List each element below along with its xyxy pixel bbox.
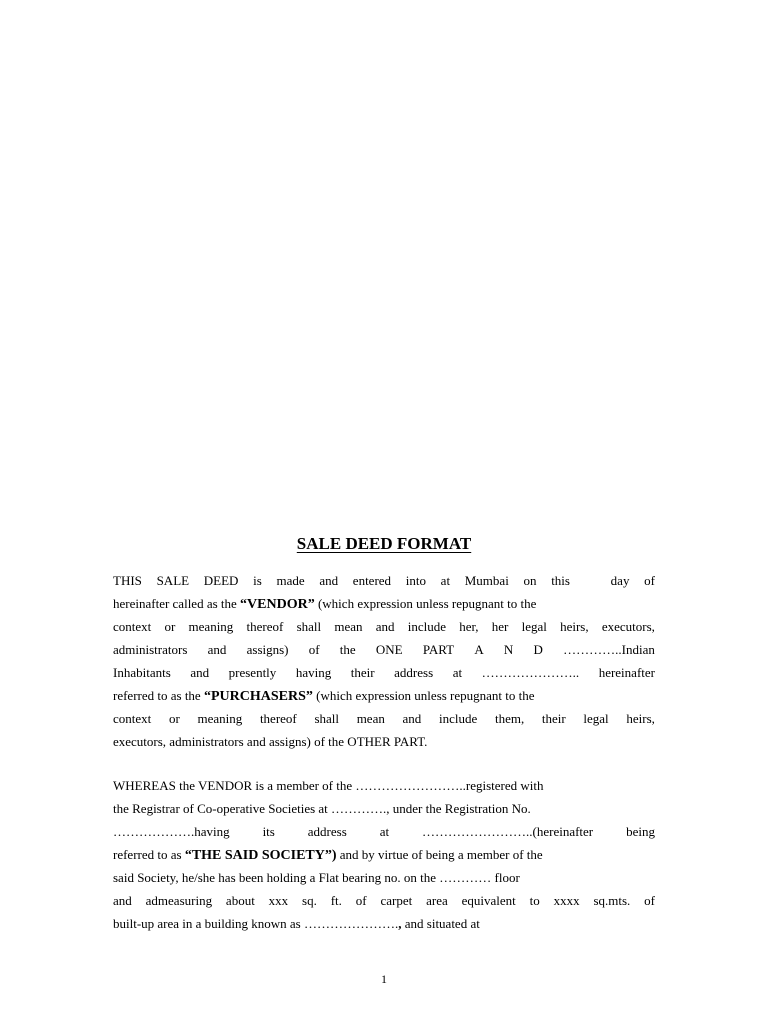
word: and	[207, 642, 227, 657]
text-line: said Society, he/she has been holding a Flat bearing no. on the ………… floor	[113, 870, 520, 885]
word: thereof	[259, 711, 297, 726]
word: or	[164, 619, 176, 634]
word: and	[375, 619, 395, 634]
word: DEED	[203, 573, 239, 588]
word: ft.	[330, 893, 342, 908]
word: presently	[228, 665, 277, 680]
text-line: referred to as “THE SAID SOCIETY”) and by virtue of being a member of the	[113, 847, 543, 863]
word: equivalent	[461, 893, 516, 908]
word: thereof	[246, 619, 284, 634]
word: context	[113, 711, 152, 726]
text-line	[113, 615, 655, 638]
word: A	[474, 642, 484, 657]
word: heirs,	[626, 711, 655, 726]
word: their	[350, 665, 375, 680]
word: made	[276, 573, 305, 588]
word: N	[503, 642, 514, 657]
said-society-term: “THE SAID SOCIETY”)	[184, 848, 337, 863]
text-line	[113, 638, 655, 661]
text-line	[113, 820, 655, 843]
word: …………..Indian	[563, 642, 655, 657]
word: executors,	[601, 619, 655, 634]
text-line: referred to as the “PURCHASERS” (which expression unless repugnant to the	[113, 688, 535, 704]
word: and	[113, 893, 132, 908]
word: the	[339, 642, 356, 657]
word: Mumbai	[464, 573, 509, 588]
word: include	[439, 711, 478, 726]
word: context	[113, 619, 152, 634]
word: address	[394, 665, 434, 680]
text-line: the Registrar of Co-operative Societies at …………., under the Registration No.	[113, 801, 531, 816]
text-line	[113, 661, 655, 684]
word: heirs,	[560, 619, 589, 634]
word: her	[491, 619, 509, 634]
word: this	[551, 573, 570, 588]
word: being	[626, 824, 655, 839]
text-line: executors, administrators and assigns) of the OTHER PART.	[113, 734, 428, 749]
word: into	[405, 573, 426, 588]
word: about	[225, 893, 255, 908]
document-title: SALE DEED FORMAT	[296, 534, 472, 553]
word: meaning	[188, 619, 234, 634]
word: and	[190, 665, 210, 680]
word: and	[319, 573, 339, 588]
text-line	[113, 569, 655, 592]
word: of	[308, 642, 320, 657]
word: them,	[494, 711, 525, 726]
word: or	[168, 711, 180, 726]
word: assigns)	[246, 642, 289, 657]
word: mean	[356, 711, 385, 726]
word: ONE	[375, 642, 403, 657]
word: D	[533, 642, 543, 657]
word: legal	[583, 711, 609, 726]
word: admeasuring	[145, 893, 213, 908]
word: its	[262, 824, 275, 839]
page-number: 1	[381, 972, 387, 986]
word: of	[355, 893, 367, 908]
word: include	[407, 619, 446, 634]
word: shall	[314, 711, 339, 726]
word: on	[523, 573, 537, 588]
purchasers-term: “PURCHASERS”	[203, 689, 313, 704]
word: having	[295, 665, 332, 680]
word: address	[307, 824, 347, 839]
word: is	[253, 573, 262, 588]
word: shall	[296, 619, 322, 634]
word: area	[426, 893, 448, 908]
word: meaning	[197, 711, 243, 726]
word: xxx	[268, 893, 289, 908]
word: PART	[422, 642, 455, 657]
word: and	[402, 711, 422, 726]
word: day	[584, 573, 630, 588]
word: ……………………..(hereinafter	[422, 824, 594, 839]
word: …………………..	[481, 665, 580, 680]
word: at	[379, 824, 390, 839]
word: sq.	[302, 893, 317, 908]
word: carpet	[380, 893, 413, 908]
text-line: built-up area in a building known as …………………., and situated at	[113, 916, 480, 931]
text-line	[113, 889, 655, 912]
text-line	[113, 707, 655, 730]
word: ……………….having	[113, 824, 230, 839]
vendor-term: “VENDOR”	[240, 597, 315, 612]
word: administrators	[113, 642, 188, 657]
word: her,	[459, 619, 479, 634]
word: hereinafter	[598, 665, 655, 680]
word: Inhabitants	[113, 665, 171, 680]
word: at	[440, 573, 451, 588]
text-line: hereinafter called as the “VENDOR” (which expression unless repugnant to the	[113, 596, 537, 612]
word: SALE	[156, 573, 190, 588]
word: entered	[352, 573, 392, 588]
text-line: WHEREAS the VENDOR is a member of the ……………………..registered with	[113, 778, 544, 793]
word: to	[529, 893, 540, 908]
word: sq.mts.	[593, 893, 631, 908]
word: xxxx	[553, 893, 580, 908]
word: legal	[521, 619, 547, 634]
word: their	[541, 711, 566, 726]
word: of	[644, 893, 655, 908]
word: of	[644, 573, 655, 588]
word: mean	[334, 619, 363, 634]
word: at	[452, 665, 463, 680]
word: THIS	[113, 573, 142, 588]
